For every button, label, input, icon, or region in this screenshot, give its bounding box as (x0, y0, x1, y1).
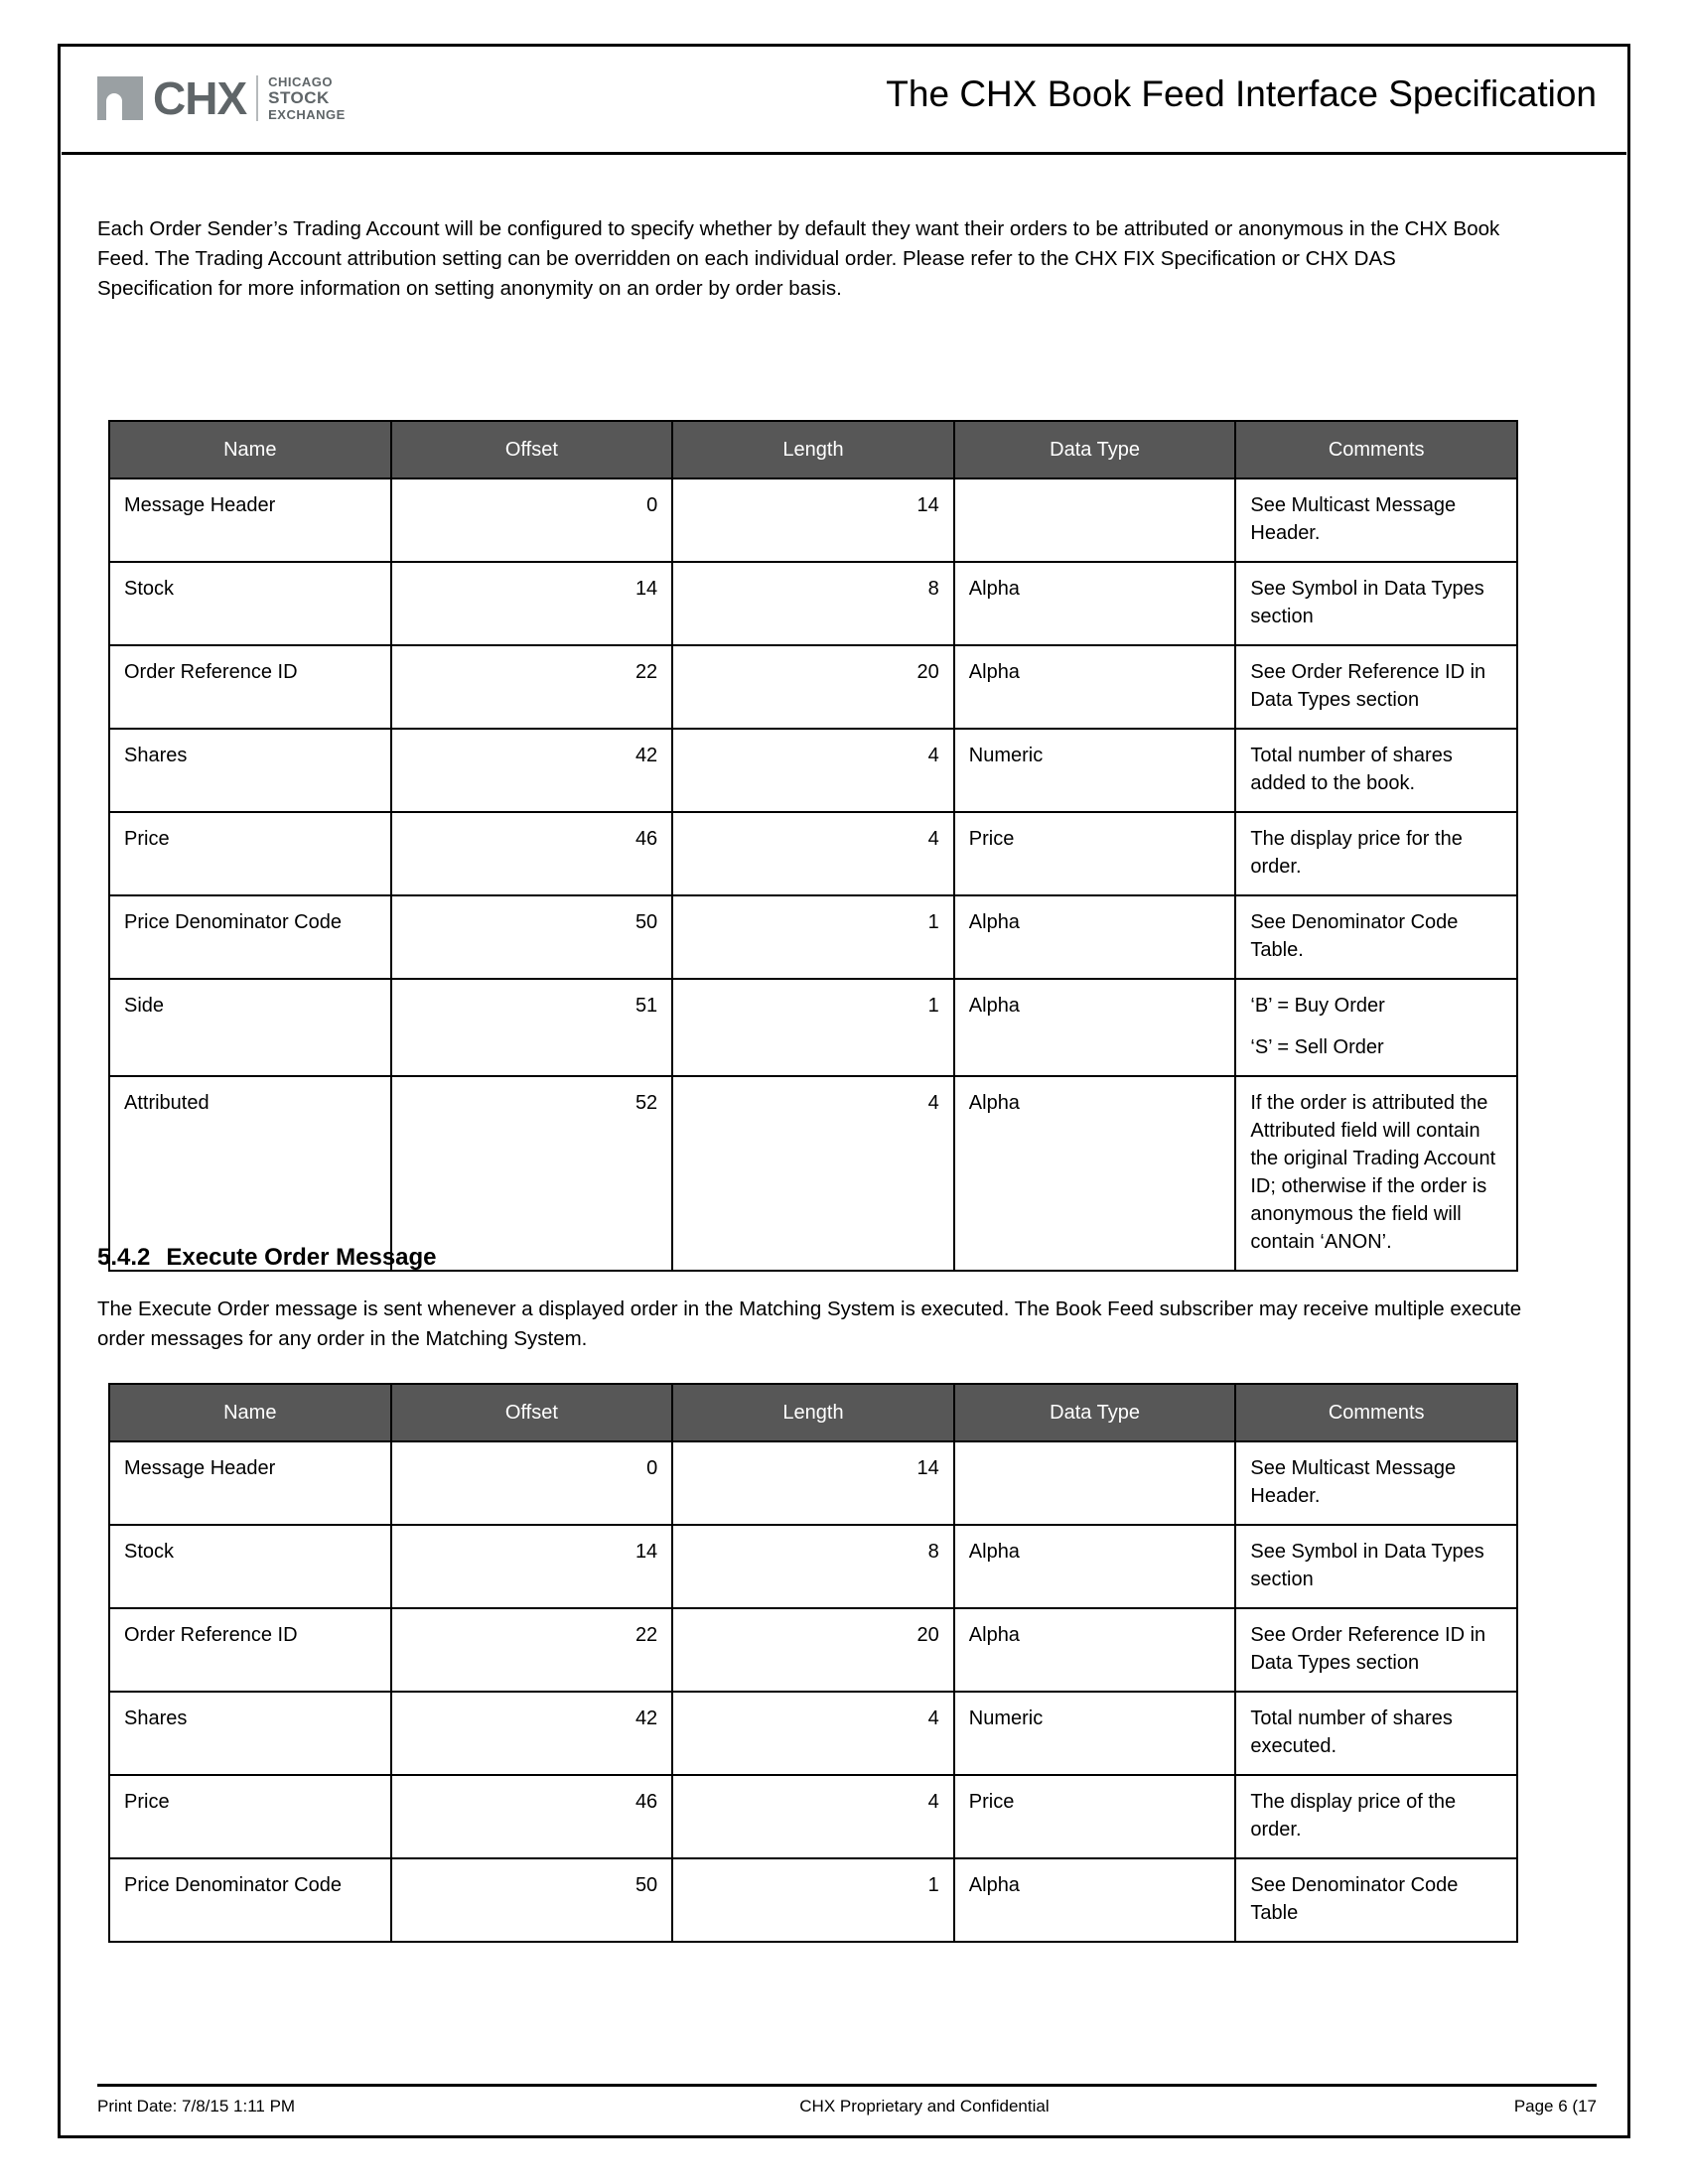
cell-length: 1 (672, 1858, 954, 1942)
cell-comments (1235, 895, 1517, 979)
comment-line: See Symbol in Data Types section (1250, 1541, 1484, 1590)
cell-name: Side (109, 979, 391, 1076)
cell-comments (1235, 1775, 1517, 1858)
cell-length: 4 (672, 1692, 954, 1775)
cell-offset: 50 (391, 895, 673, 979)
cell-offset: 52 (391, 1076, 673, 1271)
footer-confidential: CHX Proprietary and Confidential (799, 2097, 1050, 2116)
cell-offset: 46 (391, 812, 673, 895)
cell-offset: 14 (391, 562, 673, 645)
section-heading (97, 1244, 437, 1272)
column-header-offset: Offset (391, 1384, 673, 1441)
comment-line: See Denominator Code Table (1250, 1874, 1459, 1924)
cell-data-type: Alpha (954, 1525, 1236, 1608)
cell-length: 1 (672, 895, 954, 979)
cell-data-type: Alpha (954, 895, 1236, 979)
cell-data-type: Numeric (954, 1692, 1236, 1775)
cell-data-type: Alpha (954, 1608, 1236, 1692)
cell-name: Shares (109, 1692, 391, 1775)
cell-comments (1235, 478, 1517, 562)
cell-name: Attributed (109, 1076, 391, 1271)
cell-data-type: Alpha (954, 979, 1236, 1076)
comment-line: See Order Reference ID in Data Types section (1250, 661, 1486, 711)
cell-comments (1235, 562, 1517, 645)
logo-brand-text: CHX (153, 72, 247, 124)
logo-wordmark (268, 74, 346, 122)
cell-offset: 42 (391, 1692, 673, 1775)
table-header-row (109, 421, 1517, 478)
cell-offset: 14 (391, 1525, 673, 1608)
cell-comments (1235, 979, 1517, 1076)
page-content (62, 48, 1626, 2134)
page-header (62, 48, 1626, 155)
footer-page-number: Page 6 (17 (1513, 2097, 1597, 2116)
cell-name: Stock (109, 1525, 391, 1608)
column-header-length: Length (672, 421, 954, 478)
table-row (109, 1858, 1517, 1942)
comment-line: ‘S’ = Sell Order (1250, 1036, 1384, 1058)
cell-comments (1235, 1608, 1517, 1692)
column-header-comments: Comments (1235, 1384, 1517, 1441)
comment-line: See Symbol in Data Types section (1250, 578, 1484, 627)
add-order-table-body (109, 478, 1517, 1271)
cell-offset: 46 (391, 1775, 673, 1858)
comment-line: See Order Reference ID in Data Types section (1250, 1624, 1486, 1674)
table-row (109, 1775, 1517, 1858)
table-row (109, 1608, 1517, 1692)
comment-line: See Denominator Code Table. (1250, 911, 1459, 961)
column-header-data-type: Data Type (954, 1384, 1236, 1441)
section-number: 5.4.2 (97, 1244, 151, 1271)
table-row (109, 729, 1517, 812)
section-paragraph: The Execute Order message is sent whenever a displayed order in the Matching System is executed. The Book Feed subscriber may receive multiple execute order messages for any order in the Matching System. (97, 1297, 1522, 1350)
logo-word-exchange: EXCHANGE (268, 107, 346, 122)
cell-name: Price (109, 812, 391, 895)
cell-data-type: Price (954, 1775, 1236, 1858)
table-row (109, 1076, 1517, 1271)
chx-logo-mark-icon (97, 76, 143, 120)
cell-length: 14 (672, 1441, 954, 1525)
cell-data-type: Alpha (954, 1858, 1236, 1942)
table-row (109, 1441, 1517, 1525)
cell-data-type (954, 478, 1236, 562)
comment-line: Total number of shares executed. (1250, 1707, 1453, 1757)
cell-name: Message Header (109, 1441, 391, 1525)
comment-line: ‘B’ = Buy Order (1250, 995, 1385, 1017)
cell-data-type: Price (954, 812, 1236, 895)
comment-line: See Multicast Message Header. (1250, 494, 1457, 544)
comment-line: See Multicast Message Header. (1250, 1457, 1457, 1507)
column-header-name: Name (109, 1384, 391, 1441)
cell-length: 20 (672, 645, 954, 729)
cell-offset: 22 (391, 1608, 673, 1692)
cell-name: Price Denominator Code (109, 1858, 391, 1942)
section-title: Execute Order Message (166, 1244, 437, 1271)
cell-data-type: Numeric (954, 729, 1236, 812)
comment-line: The display price for the order. (1250, 828, 1463, 878)
cell-comments (1235, 729, 1517, 812)
cell-length: 4 (672, 729, 954, 812)
table-row (109, 895, 1517, 979)
cell-name: Order Reference ID (109, 645, 391, 729)
cell-offset: 42 (391, 729, 673, 812)
comment-line: If the order is attributed the Attributed field will contain the original Trading Account ID; otherwise if the order is anonymous the field will contain ‘ANON’. (1250, 1092, 1496, 1253)
cell-length: 4 (672, 1076, 954, 1271)
cell-data-type: Alpha (954, 562, 1236, 645)
cell-offset: 0 (391, 1441, 673, 1525)
add-order-message-table (108, 420, 1518, 1272)
table-row (109, 812, 1517, 895)
chx-logo (97, 66, 346, 131)
execute-order-table-body (109, 1441, 1517, 1942)
cell-offset: 0 (391, 478, 673, 562)
column-header-data-type: Data Type (954, 421, 1236, 478)
cell-comments (1235, 1441, 1517, 1525)
footer-print-date: Print Date: 7/8/15 1:11 PM (97, 2097, 296, 2116)
cell-comments (1235, 1692, 1517, 1775)
cell-comments (1235, 1525, 1517, 1608)
cell-name: Order Reference ID (109, 1608, 391, 1692)
cell-comments (1235, 812, 1517, 895)
table-header-row (109, 1384, 1517, 1441)
cell-offset: 50 (391, 1858, 673, 1942)
logo-divider (256, 75, 258, 121)
cell-offset: 51 (391, 979, 673, 1076)
cell-offset: 22 (391, 645, 673, 729)
execute-order-message-table (108, 1383, 1518, 1943)
comment-line: Total number of shares added to the book. (1250, 745, 1453, 794)
cell-comments (1235, 1076, 1517, 1271)
cell-comments (1235, 645, 1517, 729)
cell-name: Price Denominator Code (109, 895, 391, 979)
cell-length: 4 (672, 1775, 954, 1858)
cell-data-type: Alpha (954, 645, 1236, 729)
cell-data-type (954, 1441, 1236, 1525)
cell-comments (1235, 1858, 1517, 1942)
cell-name: Shares (109, 729, 391, 812)
table-row (109, 645, 1517, 729)
page-footer (97, 2084, 1597, 2116)
cell-length: 8 (672, 562, 954, 645)
table-row (109, 979, 1517, 1076)
table-row (109, 1525, 1517, 1608)
cell-length: 20 (672, 1608, 954, 1692)
comment-line: The display price of the order. (1250, 1791, 1457, 1841)
table-row (109, 478, 1517, 562)
table-row (109, 1692, 1517, 1775)
cell-length: 4 (672, 812, 954, 895)
column-header-offset: Offset (391, 421, 673, 478)
cell-name: Message Header (109, 478, 391, 562)
cell-length: 8 (672, 1525, 954, 1608)
logo-word-chicago: CHICAGO (268, 74, 334, 89)
cell-name: Price (109, 1775, 391, 1858)
column-header-length: Length (672, 1384, 954, 1441)
cell-data-type: Alpha (954, 1076, 1236, 1271)
logo-word-stock: STOCK (268, 88, 330, 107)
page-title: The CHX Book Feed Interface Specification (886, 73, 1597, 114)
column-header-name: Name (109, 421, 391, 478)
cell-length: 1 (672, 979, 954, 1076)
column-header-comments: Comments (1235, 421, 1517, 478)
cell-length: 14 (672, 478, 954, 562)
table-row (109, 562, 1517, 645)
intro-paragraph: Each Order Sender’s Trading Account will be configured to specify whether by default they want their orders to be attributed or anonymous in the CHX Book Feed. The Trading Account attribution setting can be overridden on each individual order. Please refer to the CHX FIX Specification or CHX DAS Specification for more information on setting anonymity on an order by order basis. (97, 217, 1500, 300)
cell-name: Stock (109, 562, 391, 645)
